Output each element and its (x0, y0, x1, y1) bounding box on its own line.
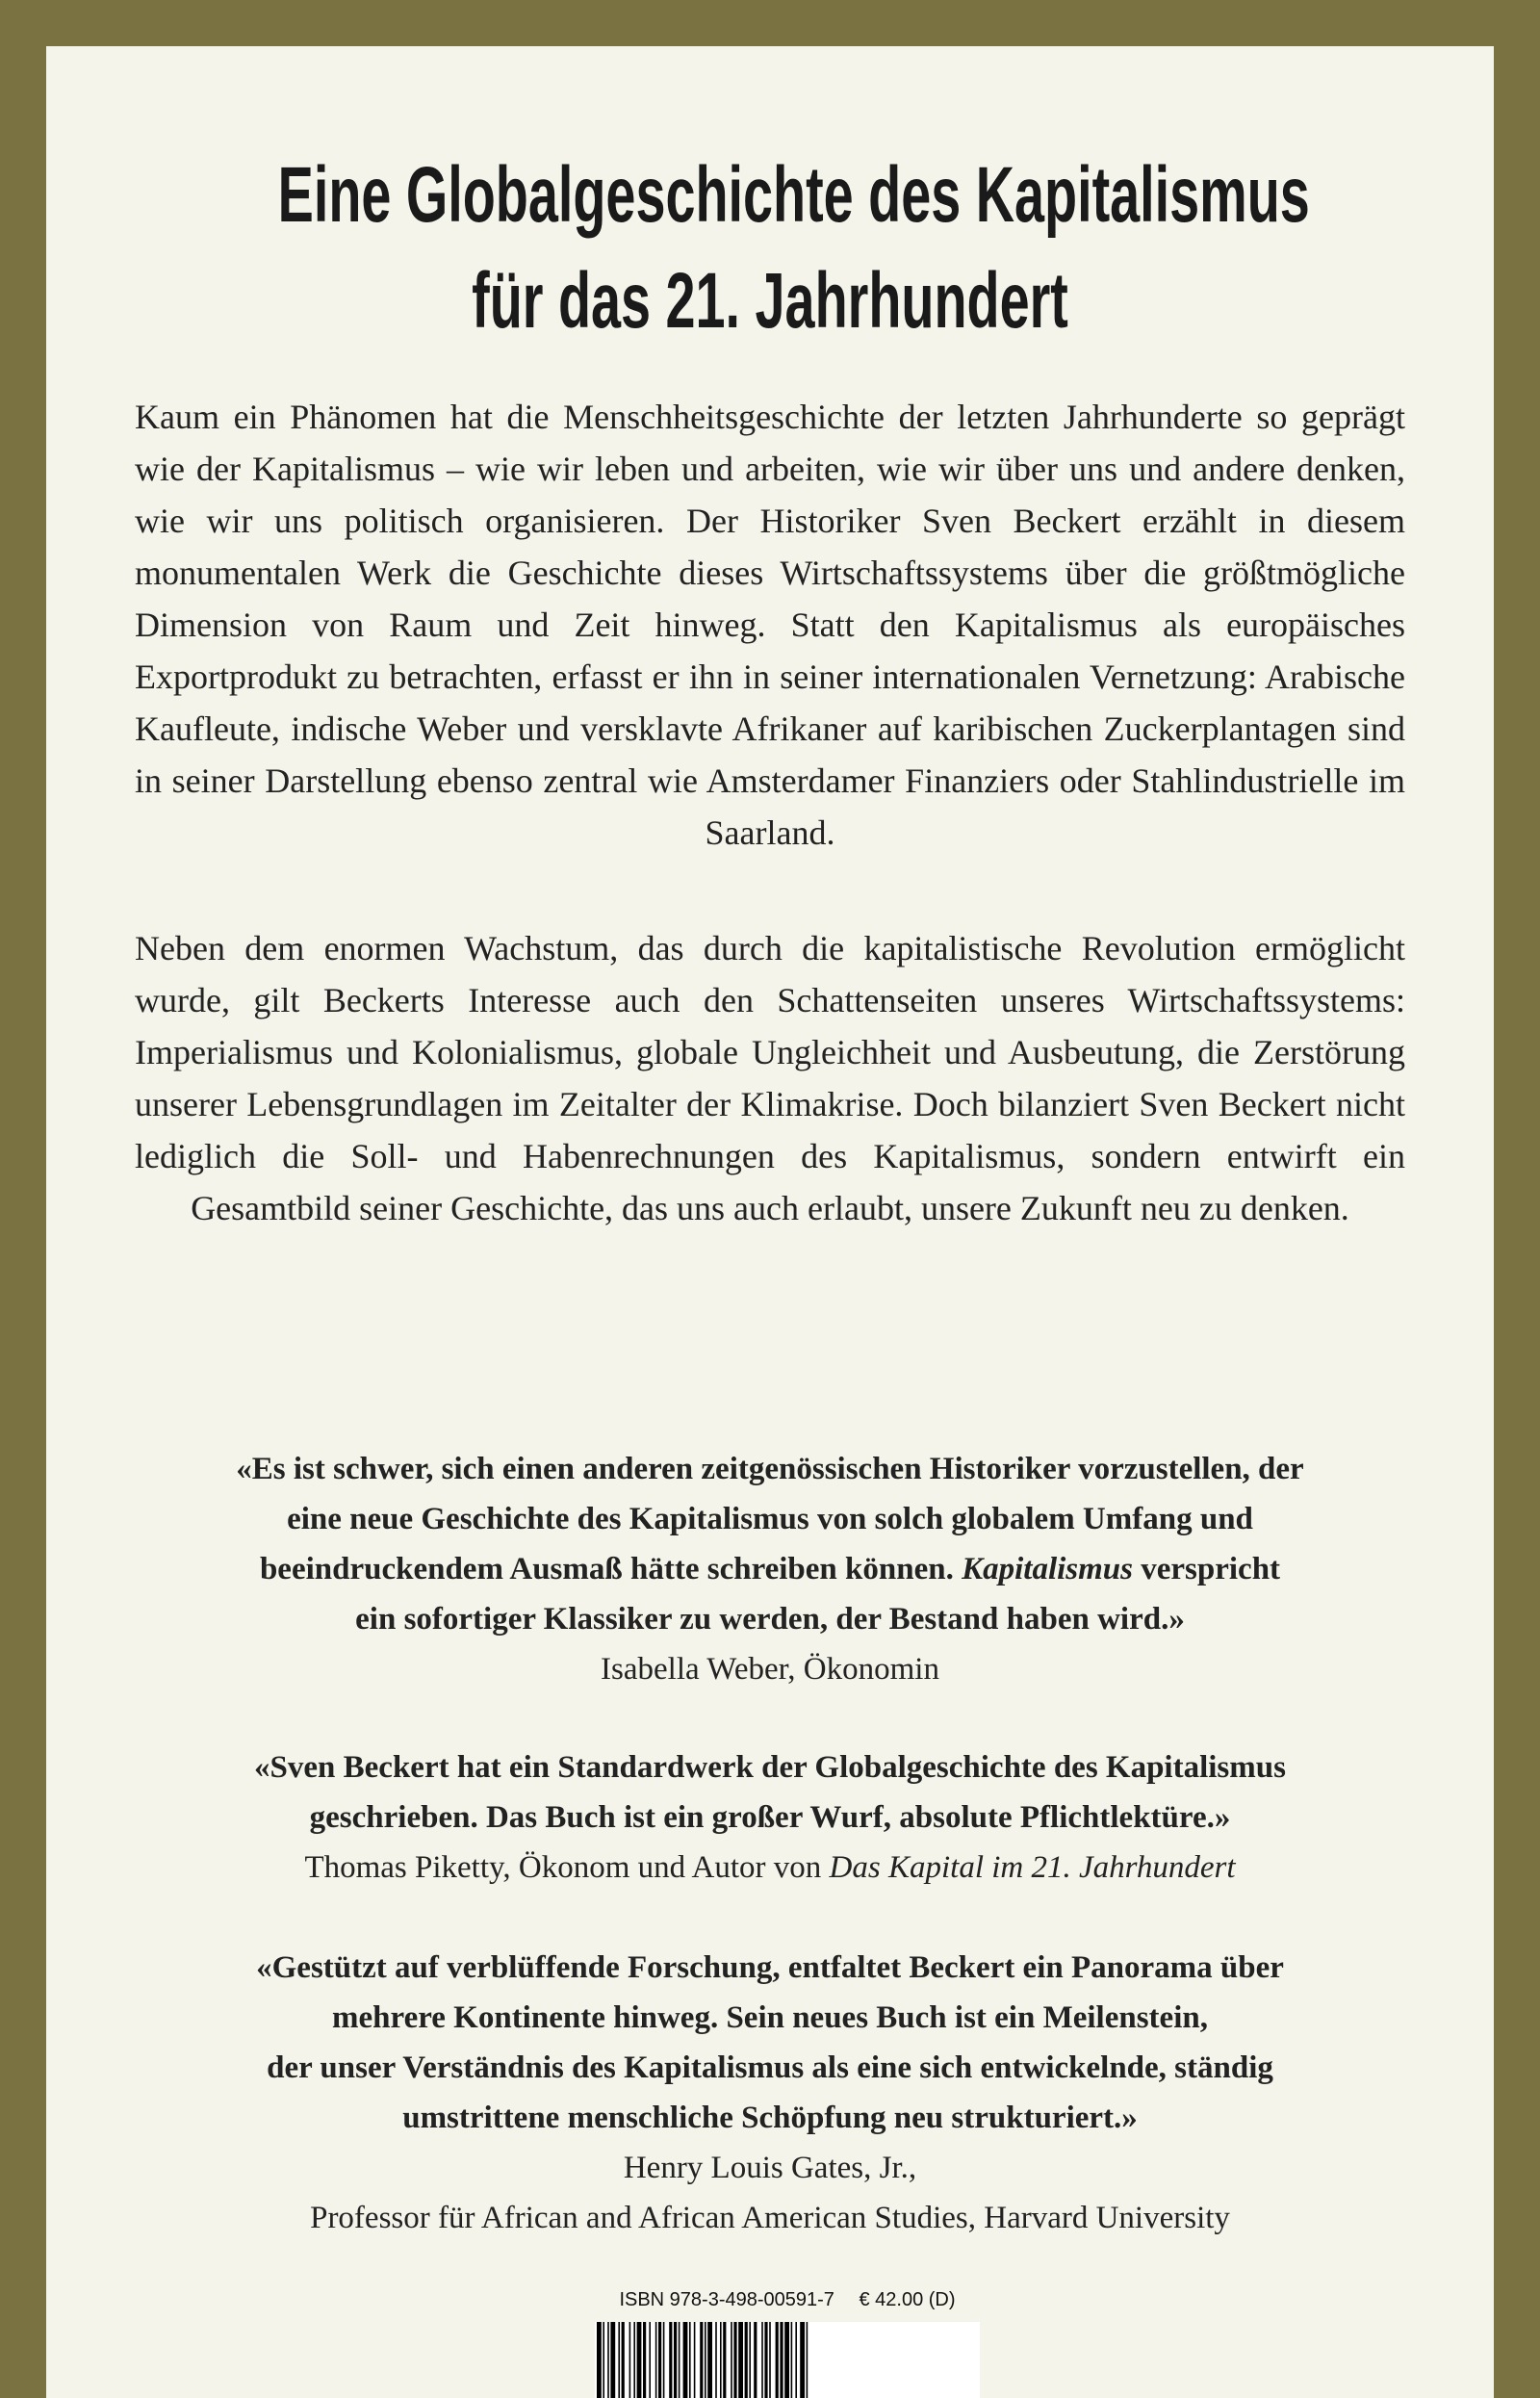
barcode-bar (649, 2322, 651, 2398)
quote-2-author-book: Das Kapital im 21. Jahrhundert (829, 1850, 1236, 1885)
barcode-bar (679, 2322, 680, 2398)
barcode-bar (733, 2322, 736, 2398)
quote-2-line-1: «Sven Beckert hat ein Standardwerk der Globalgeschichte des Kapitalismus (254, 1750, 1286, 1785)
barcode-bar (610, 2322, 615, 2398)
barcode-bar (674, 2322, 677, 2398)
barcode-bar (607, 2322, 609, 2398)
headline-line-2: für das 21. Jahrhundert (472, 257, 1068, 345)
blurb-quote-2 (135, 1742, 1405, 1893)
barcode-bar (603, 2322, 604, 2398)
barcode-bar (669, 2322, 672, 2398)
barcode-area (585, 2289, 1066, 2398)
barcode-bar (800, 2322, 805, 2398)
barcode-bar (700, 2322, 703, 2398)
barcode-bar (749, 2322, 751, 2398)
headline-line-1: Eine Globalgeschichte des Kapitalismus (277, 151, 1310, 239)
quote-3-line-4: umstrittene menschliche Schöpfung neu strukturiert.» (402, 2101, 1138, 2135)
quote-1-line-2: eine neue Geschichte des Kapitalismus von solch globalem Umfang und (287, 1502, 1253, 1536)
barcode-bar (780, 2322, 783, 2398)
barcode-bar (694, 2322, 696, 2398)
quote-1-line-1: «Es ist schwer, sich einen anderen zeitgenössischen Historiker vorzustellen, der (236, 1452, 1304, 1486)
barcode-bar (764, 2322, 767, 2398)
quote-1-line-3 (135, 1544, 1405, 1594)
cover-back-panel (46, 46, 1494, 2398)
blurb-quote-1 (135, 1444, 1405, 1694)
barcode-bar (629, 2322, 631, 2398)
barcode-bar (720, 2322, 722, 2398)
barcode-bar (715, 2322, 717, 2398)
barcode-bar (761, 2322, 763, 2398)
barcode-bar (754, 2322, 757, 2398)
price: € 42.00 (D) (859, 2289, 956, 2310)
barcode-bar (723, 2322, 726, 2398)
barcode-bar (618, 2322, 620, 2398)
barcode-bar (643, 2322, 646, 2398)
quote-3-author-role: Professor für African and African American Studies, Harvard University (310, 2201, 1230, 2235)
barcode-bar (633, 2322, 635, 2398)
quote-2-author (135, 1843, 1405, 1893)
description-paragraph-2: Neben dem enormen Wachstum, das durch die kapitalistische Revolution ermöglicht wurde, gilt Beckerts Interesse auch den Schattenseiten unseres Wirtschaftssystems: Imperialismus und Kolonialismus, globale Ungleichheit und Ausbeutung, die Zerstörung unserer Lebensgrundlagen im Zeitalter der Klimakrise. Doch bilanziert Sven Beckert nicht lediglich die Soll- und Habenrechnungen des Kapitalismus, sondern entwirft ein Gesamtbild seiner Geschichte, das uns auch erlaubt, unsere Zukunft neu zu denken. (135, 929, 1405, 1227)
quote-2-author-name: Thomas Piketty, Ökonom und Autor von (304, 1850, 830, 1885)
quote-3-author: Henry Louis Gates, Jr., (623, 2151, 917, 2185)
quote-1-book-title: Kapitalismus (962, 1552, 1133, 1586)
barcode-bar (689, 2322, 691, 2398)
quote-3-line-1: «Gestützt auf verblüffende Forschung, entfaltet Beckert ein Panorama über (256, 1950, 1284, 1985)
quote-1-line-3b: verspricht (1133, 1552, 1281, 1586)
barcode-bar (784, 2322, 789, 2398)
description-paragraph-1: Kaum ein Phänomen hat die Menschheitsgeschichte der letzten Jahrhunderte so geprägt wie der Kapitalismus – wie wir leben und arbeiten, wie wir über uns und andere denken, wie wir uns politisch organisieren. Der Historiker Sven Beckert erzählt in diesem monumentalen Werk die Geschichte dieses Wirtschaftssystems über die größtmögliche Dimension von Raum und Zeit hinweg. Statt den Kapitalismus als europäisches Exportprodukt zu betrachten, erfasst er ihn in seiner internationalen Vernetzung: Arabische Kaufleute, indische Weber und versklavte Afrikaner auf karibischen Zuckerplantagen sind in seiner Darstellung ebenso zentral wie Amsterdamer Finanziers oder Stahlindustrielle im Saarland. (135, 398, 1405, 852)
barcode-bar (795, 2322, 797, 2398)
quote-1-author: Isabella Weber, Ökonomin (601, 1652, 939, 1687)
barcode-bar (622, 2322, 625, 2398)
blurb-quote-3 (135, 1943, 1405, 2243)
quote-3-line-3: der unser Verständnis des Kapitalismus als eine sich entwickelnde, ständig (267, 2050, 1273, 2085)
barcode-image (595, 2322, 980, 2398)
barcode-bar (658, 2322, 661, 2398)
barcode-bar (705, 2322, 706, 2398)
isbn-number: ISBN 978-3-498-00591-7 (619, 2289, 834, 2310)
barcode-bar (738, 2322, 743, 2398)
barcode-bar (663, 2322, 665, 2398)
barcode-bar (683, 2322, 688, 2398)
barcode-bar (655, 2322, 657, 2398)
headline (277, 142, 1310, 354)
barcode-bar (791, 2322, 793, 2398)
isbn-price-line (585, 2289, 989, 2311)
quote-1-line-4: ein sofortiger Klassiker zu werden, der Bestand haben wird.» (355, 1602, 1185, 1637)
quote-3-line-2: mehrere Kontinente hinweg. Sein neues Buch ist ein Meilenstein, (332, 2000, 1208, 2035)
barcode-bar (731, 2322, 732, 2398)
quote-2-line-2: geschrieben. Das Buch ist ein großer Wurf, absolute Pflichtlektüre.» (309, 1800, 1231, 1835)
barcode-bar (597, 2322, 602, 2398)
barcode-bar (769, 2322, 771, 2398)
barcode-bar (807, 2322, 808, 2398)
quote-1-line-3a: beeindruckendem Ausmaß hätte schreiben können. (259, 1552, 962, 1586)
barcode-bar (776, 2322, 779, 2398)
barcode-bar (637, 2322, 642, 2398)
barcode-bar (707, 2322, 712, 2398)
barcode-bar (745, 2322, 748, 2398)
